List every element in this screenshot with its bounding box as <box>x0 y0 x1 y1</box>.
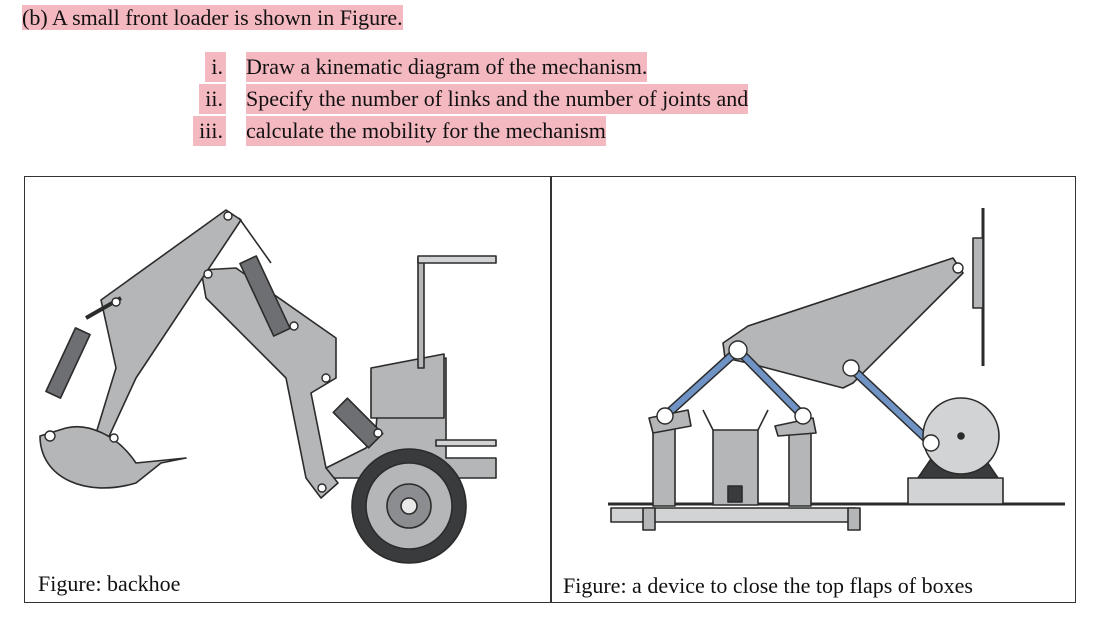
flap-closer-figure <box>553 178 1074 568</box>
question-item-2 <box>186 84 846 116</box>
backhoe-caption: Figure: backhoe <box>38 571 181 596</box>
question-list <box>186 52 846 148</box>
question-item-1 <box>186 52 846 84</box>
item-number: iii. <box>193 116 226 146</box>
figure-divider <box>550 176 552 603</box>
item-number: i. <box>205 52 226 82</box>
tractor-seat <box>371 354 444 418</box>
right-post <box>789 428 811 506</box>
question-item-3 <box>186 116 846 148</box>
question-heading: (b) A small front loader is shown in Figure. <box>22 5 403 30</box>
flap-closer-caption: Figure: a device to close the top flaps of boxes <box>563 573 973 598</box>
dipper-arm <box>94 210 241 443</box>
item-number: ii. <box>199 84 226 114</box>
item-text: Draw a kinematic diagram of the mechanism. <box>246 52 647 82</box>
item-text: calculate the mobility for the mechanism <box>246 116 606 146</box>
item-text: Specify the number of links and the number of joints and <box>246 84 748 114</box>
left-post <box>653 428 675 506</box>
backhoe-figure <box>26 178 549 568</box>
